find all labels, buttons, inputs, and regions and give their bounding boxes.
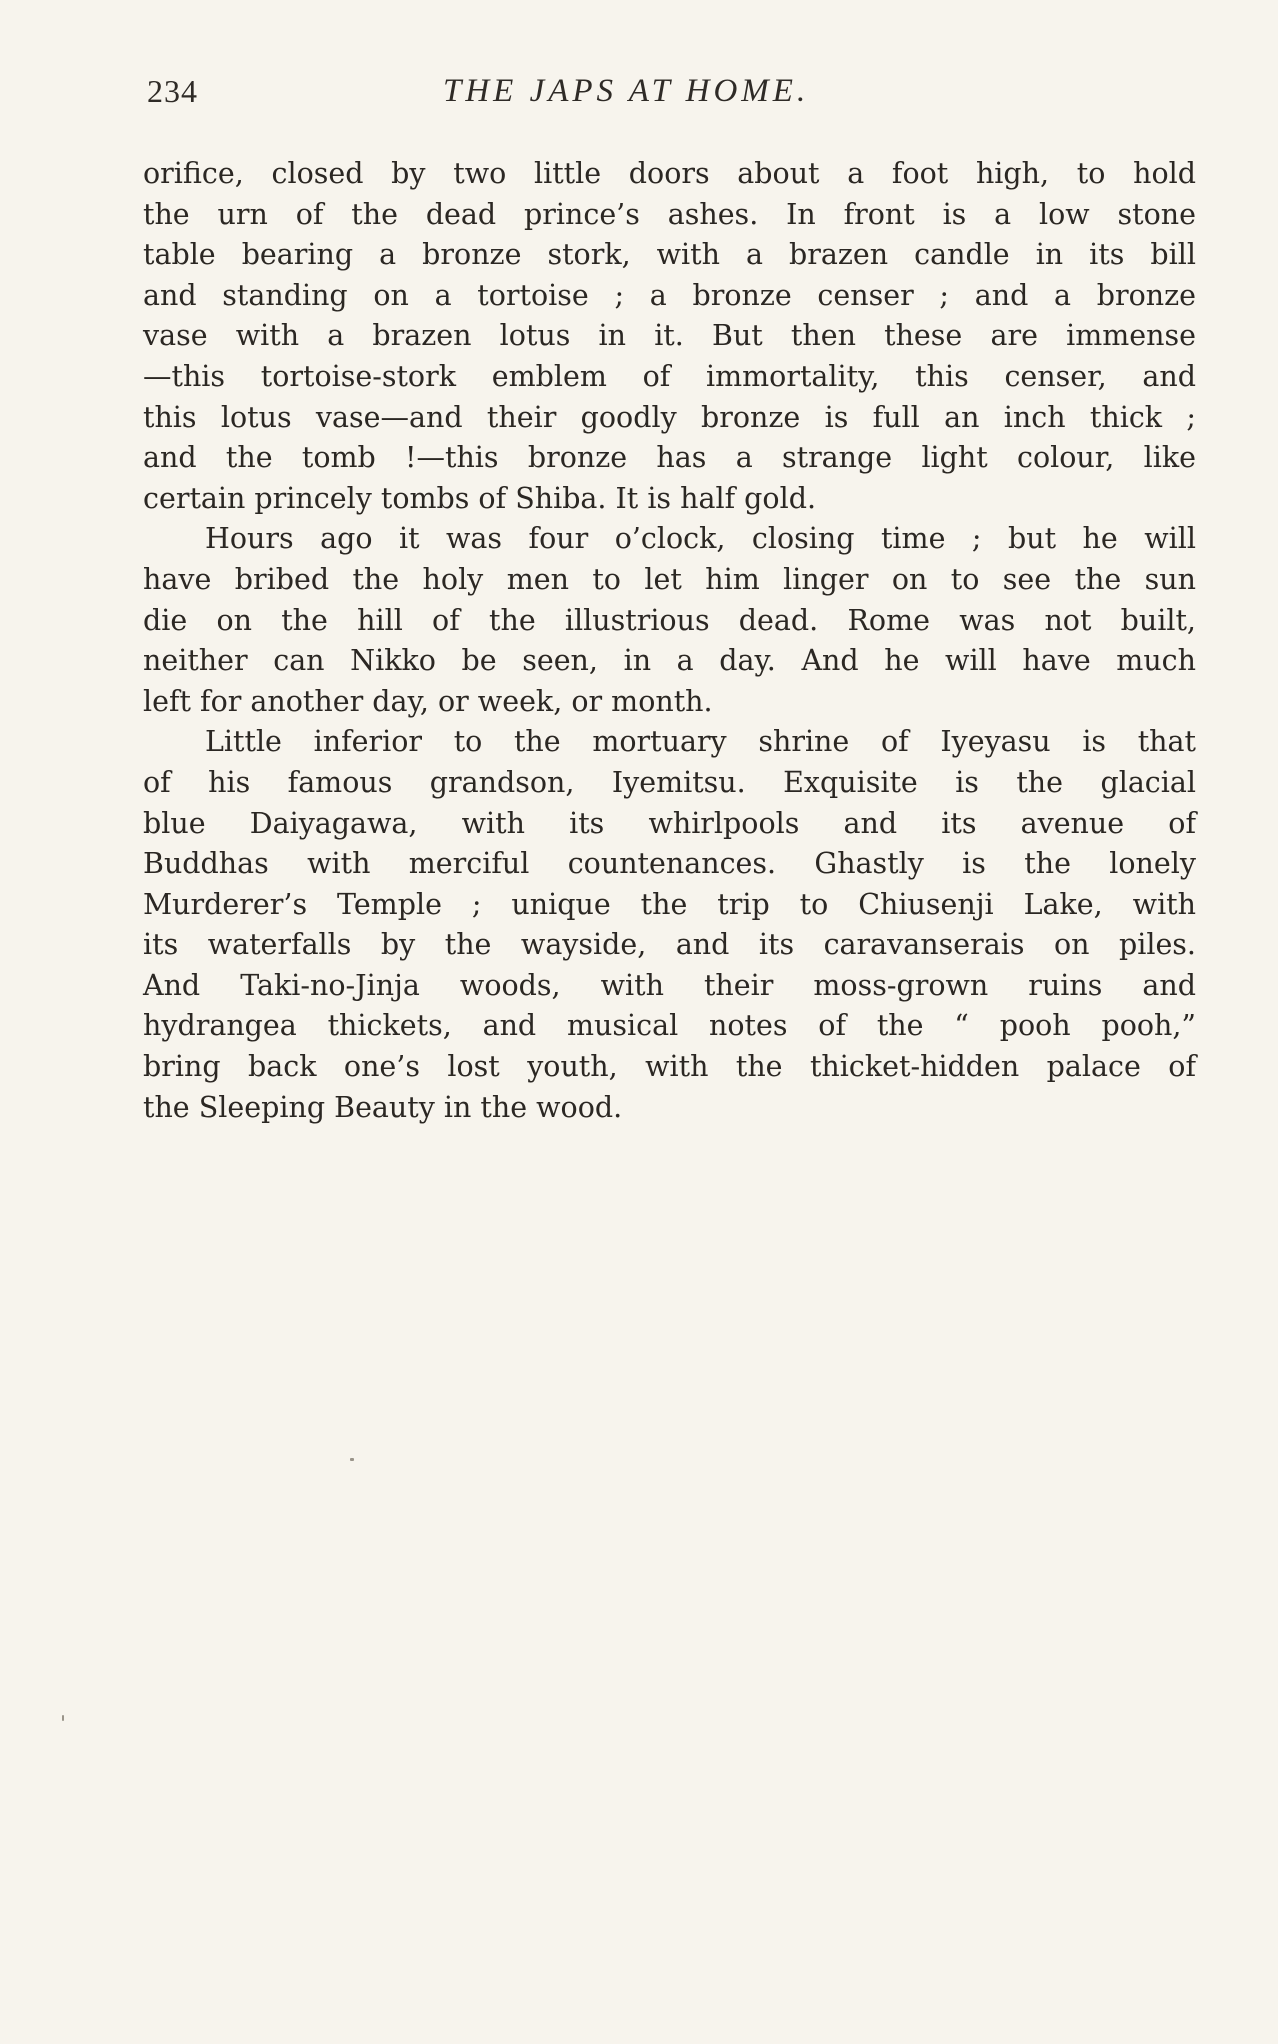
paragraph-3	[143, 722, 1196, 1128]
text-line: the urn of the dead prince’s ashes. In front is a low stone	[143, 197, 1196, 231]
text-line: and the tomb !—this bronze has a strange light colour, like	[143, 441, 1196, 475]
text-line: hydrangea thickets, and musical notes of the “ pooh pooh,”	[143, 1009, 1196, 1043]
text-line: its waterfalls by the wayside, and its caravanserais on piles.	[143, 928, 1196, 962]
text-line: die on the hill of the illustrious dead. Rome was not built,	[143, 603, 1196, 637]
text-line: Buddhas with merciful countenances. Ghastly is the lonely	[143, 847, 1196, 881]
text-line: blue Daiyagawa, with its whirlpools and its avenue of	[143, 806, 1196, 840]
paper-speck	[62, 1715, 64, 1721]
text-line: Little inferior to the mortuary shrine of Iyeyasu is that	[205, 725, 1196, 759]
text-line: and standing on a tortoise ; a bronze censer ; and a bronze	[143, 278, 1196, 312]
text-line: Murderer’s Temple ; unique the trip to Chiusenji Lake, with	[143, 887, 1196, 921]
text-line: this lotus vase—and their goodly bronze is full an inch thick ;	[143, 400, 1196, 434]
body-text	[143, 154, 1196, 1128]
text-line: orifice, closed by two little doors about a foot high, to hold	[143, 157, 1196, 190]
text-line: neither can Nikko be seen, in a day. And he will have much	[143, 644, 1196, 678]
page-number: 234	[147, 73, 198, 109]
text-line: —this tortoise-stork emblem of immortality, this censer, and	[143, 359, 1196, 393]
text-line: bring back one’s lost youth, with the thicket-hidden palace of	[143, 1050, 1196, 1084]
text-line: of his famous grandson, Iyemitsu. Exquisite is the glacial	[143, 765, 1196, 799]
running-head	[143, 73, 1198, 121]
text-line: certain princely tombs of Shiba. It is half gold.	[143, 481, 817, 515]
text-line: left for another day, or week, or month.	[143, 684, 713, 718]
text-line: the Sleeping Beauty in the wood.	[143, 1090, 623, 1124]
running-title: THE JAPS AT HOME.	[443, 73, 810, 109]
text-line: table bearing a bronze stork, with a brazen candle in its bill	[143, 238, 1196, 272]
text-line: vase with a brazen lotus in it. But then these are immense	[143, 319, 1196, 353]
text-line: Hours ago it was four o’clock, closing time ; but he will	[205, 522, 1196, 556]
text-line: And Taki-no-Jinja woods, with their moss-grown ruins and	[143, 968, 1196, 1002]
paper-speck	[350, 1458, 354, 1461]
paragraph-1	[143, 154, 1196, 519]
text-line: have bribed the holy men to let him linger on to see the sun	[143, 562, 1196, 596]
paragraph-2	[143, 519, 1196, 722]
